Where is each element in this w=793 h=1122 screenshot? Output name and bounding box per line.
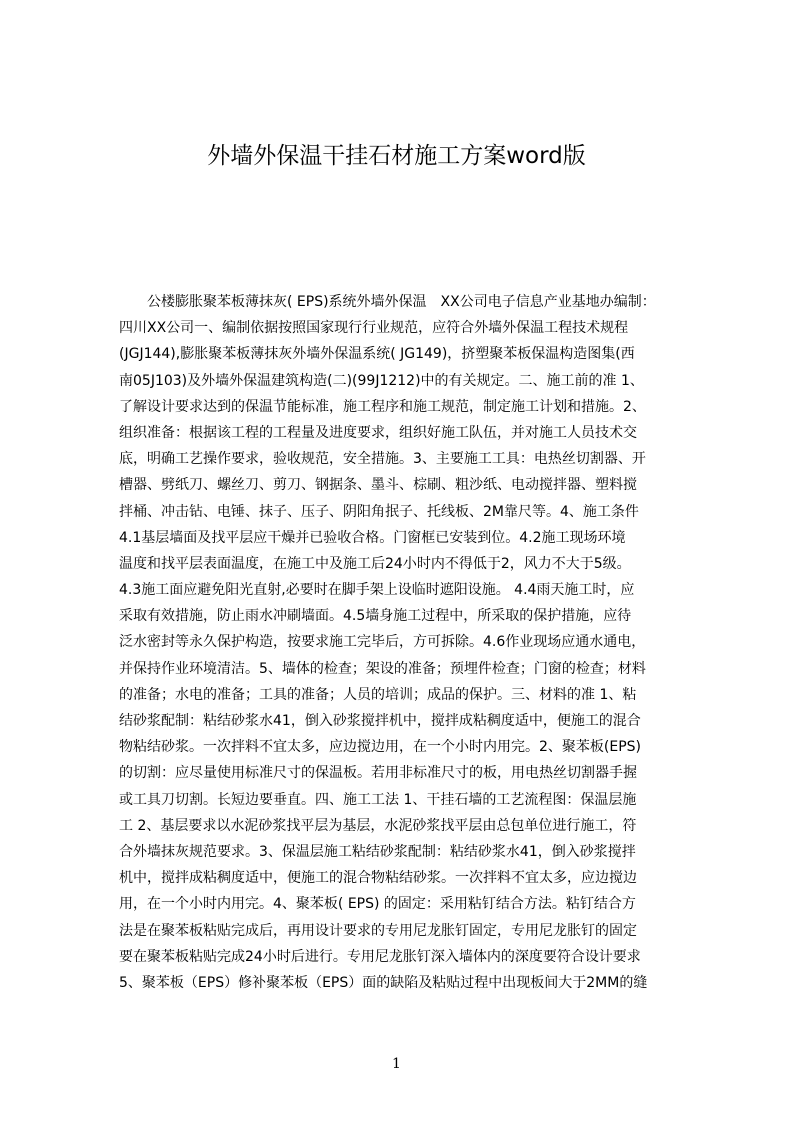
body-line: 法是在聚苯板粘贴完成后，再用设计要求的专用尼龙胀钉固定，专用尼龙胀钉的固定 xyxy=(119,922,637,939)
body-line: 温度和找平层表面温度，在施工中及施工后24小时内不得低于2，风力不大于5级。 xyxy=(119,555,631,572)
body-line: 4.1基层墙面及找平层应干燥并已验收合格。门窗框已安装到位。4.2施工现场环境 xyxy=(119,529,626,546)
body-line: 用，在一个小时内用完。4、聚苯板( EPS) 的固定：采用粘钉结合方法。粘钉结合方 xyxy=(119,896,636,913)
body-line: 物粘结砂浆。一次拌料不宜太多，应边搅边用，在一个小时内用完。2、聚苯板(EPS) xyxy=(119,739,642,756)
body-line: 合外墙抹灰规范要求。3、保温层施工粘结砂浆配制：粘结砂浆水41，倒入砂浆搅拌 xyxy=(119,843,636,860)
body-line: 了解设计要求达到的保温节能标准，施工程序和施工规范，制定施工计划和措施。2、 xyxy=(119,398,646,415)
body-line: 采取有效措施，防止雨水冲刷墙面。4.5墙身施工过程中，所采取的保护措施，应待 xyxy=(119,608,632,625)
body-line: 泛水密封等永久保护构造，按要求施工完毕后，方可拆除。4.6作业现场应通水通电， xyxy=(119,634,646,651)
body-line: 南05J103)及外墙外保温建筑构造(二)(99J1212)中的有关规定。二、施工前的准 1、 xyxy=(119,372,644,389)
body-line: (JGJ144),膨胀聚苯板薄抹灰外墙外保温系统( JG149)，挤塑聚苯板保温构造图集(西 xyxy=(119,346,635,363)
body-line: 5、聚苯板（EPS）修补聚苯板（EPS）面的缺陷及粘贴过程中出现板间大于2MM的缝 xyxy=(119,974,648,991)
body-line: 拌桶、冲击钻、电锤、抹子、压子、阴阳角抿子、托线板、2M靠尺等。4、施工条件 xyxy=(119,503,639,520)
document-body xyxy=(119,289,699,1029)
body-line: 要在聚苯板粘贴完成24小时后进行。专用尼龙胀钉深入墙体内的深度要符合设计要求 xyxy=(119,948,641,965)
document-title: 外墙外保温干挂石材施工方案word版 xyxy=(207,143,586,169)
body-line: 4.3施工面应避免阳光直射,必要时在脚手架上设临时遮阳设施。 4.4雨天施工时，应 xyxy=(119,582,635,599)
body-line: 槽器、劈纸刀、螺丝刀、剪刀、钢据条、墨斗、棕刷、粗沙纸、电动搅拌器、塑料搅 xyxy=(119,477,637,494)
body-line: 的切割：应尽量使用标准尺寸的保温板。若用非标准尺寸的板，用电热丝切割器手握 xyxy=(119,765,637,782)
body-line: 工 2、基层要求以水泥砂浆找平层为基层，水泥砂浆找平层由总包单位进行施工，符 xyxy=(119,817,637,834)
body-line: 组织准备：根据该工程的工程量及进度要求，组织好施工队伍，并对施工人员技术交 xyxy=(119,424,637,441)
body-line: 底，明确工艺操作要求，验收规范，安全措施。3、主要施工工具：电热丝切割器、开 xyxy=(119,451,646,468)
body-line: 的准备；水电的准备；工具的准备；人员的培训；成品的保护。三、材料的准 1、粘 xyxy=(119,686,637,703)
page-number: 1 xyxy=(392,1056,401,1072)
body-line: 机中，搅拌成粘稠度适中，便施工的混合物粘结砂浆。一次拌料不宜太多，应边搅边 xyxy=(119,870,637,887)
body-line: 公楼膨胀聚苯板薄抹灰( EPS)系统外墙外保温 XX公司电子信息产业基地办编制： xyxy=(119,294,656,310)
body-line: 四川XX公司一、编制依据按照国家现行行业规范，应符合外墙外保温工程技术规程 xyxy=(119,320,629,337)
body-line: 并保持作业环境清洁。5、墙体的检查；架设的准备；预埋件检查；门窗的检查；材料 xyxy=(119,660,646,677)
body-line: 结砂浆配制：粘结砂浆水41，倒入砂浆搅拌机中，搅拌成粘稠度适中，便施工的混合 xyxy=(119,713,641,729)
body-line: 或工具刀切割。长短边要垂直。四、施工工法 1、干挂石墙的工艺流程图：保温层施 xyxy=(119,791,637,808)
